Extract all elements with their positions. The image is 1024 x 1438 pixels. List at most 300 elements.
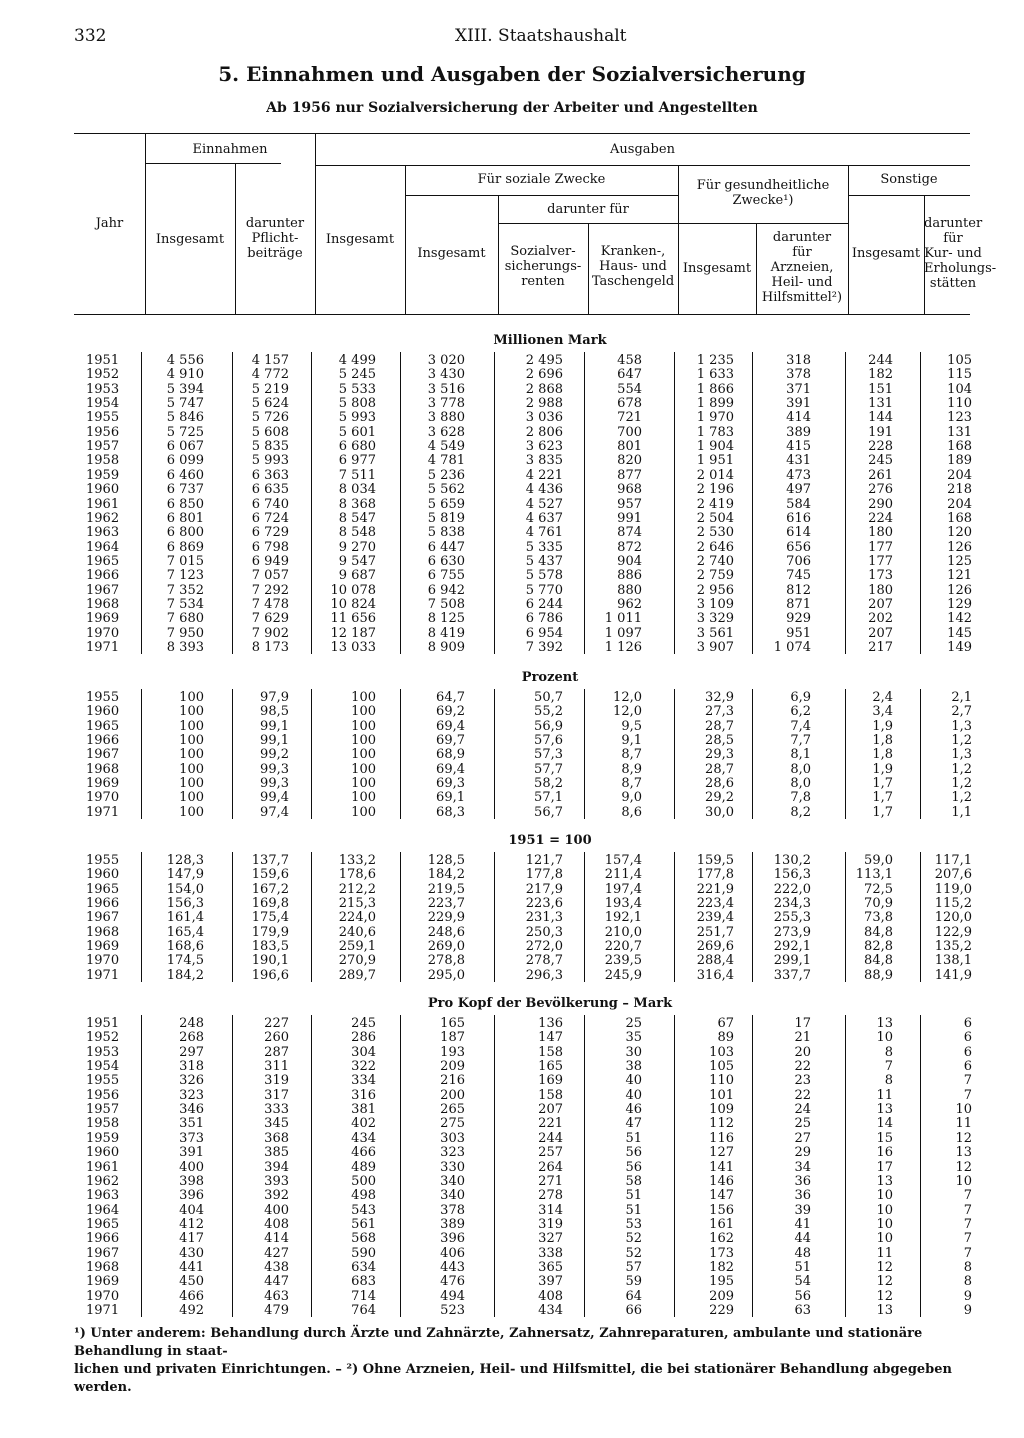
year-cell: 1956 [86, 1087, 120, 1103]
value-cell: 136 [538, 1016, 563, 1031]
value-cell: 46 [625, 1102, 642, 1118]
value-cell: 8,1 [790, 747, 811, 763]
value-cell: 10 [876, 1231, 893, 1247]
value-cell: 2 495 [525, 353, 563, 368]
value-cell: 1,7 [872, 776, 893, 792]
value-cell: 100 [179, 747, 204, 763]
value-cell: 378 [440, 1202, 465, 1218]
year-cell: 1963 [86, 1188, 120, 1204]
value-cell: 1,7 [872, 790, 893, 806]
value-cell: 126 [947, 539, 972, 555]
value-cell: 44 [794, 1231, 811, 1247]
value-cell: 9 687 [338, 568, 376, 584]
value-cell: 257 [538, 1145, 563, 1161]
value-cell: 270,9 [338, 953, 376, 969]
value-cell: 138,1 [934, 953, 972, 969]
value-cell: 7 123 [166, 568, 204, 584]
value-cell: 8,6 [621, 804, 642, 820]
value-cell: 173 [868, 568, 893, 584]
value-cell: 616 [786, 510, 811, 526]
value-cell: 7,8 [790, 790, 811, 806]
value-cell: 122,9 [934, 924, 972, 940]
value-cell: 67 [717, 1016, 734, 1031]
value-cell: 1 970 [696, 410, 734, 426]
header-group-rule [848, 195, 970, 196]
value-cell: 223,7 [427, 896, 465, 912]
table-row [0, 1046, 1024, 1060]
value-cell: 1,7 [872, 804, 893, 820]
value-cell: 4 549 [427, 439, 465, 455]
value-cell: 721 [617, 410, 642, 426]
value-cell: 11 [876, 1087, 893, 1103]
value-cell: 346 [179, 1102, 204, 1118]
header-fuer-gesundheitliche-line2: Zwecke¹) [732, 193, 794, 208]
table-row [0, 911, 1024, 925]
value-cell: 497 [786, 482, 811, 498]
year-cell: 1967 [86, 747, 120, 763]
value-cell: 647 [617, 367, 642, 383]
value-cell: 5 819 [427, 510, 465, 526]
year-cell: 1959 [86, 467, 120, 483]
value-cell: 8 [963, 1274, 972, 1290]
value-cell: 2 740 [696, 553, 734, 569]
value-cell: 5 608 [251, 424, 289, 440]
value-cell: 443 [440, 1259, 465, 1275]
value-cell: 543 [351, 1202, 376, 1218]
value-cell: 5 578 [525, 568, 563, 584]
value-cell: 16 [876, 1145, 893, 1161]
value-cell: 112 [709, 1116, 734, 1132]
value-cell: 656 [786, 539, 811, 555]
value-cell: 466 [179, 1288, 204, 1304]
value-cell: 10 078 [330, 582, 376, 598]
value-cell: 23 [794, 1073, 811, 1089]
value-cell: 29,3 [705, 747, 734, 763]
value-cell: 8 [884, 1044, 893, 1060]
value-cell: 68,3 [436, 804, 465, 820]
value-cell: 165 [538, 1059, 563, 1075]
value-cell: 1 074 [773, 640, 811, 655]
value-cell: 7 [963, 1216, 972, 1232]
value-cell: 6 755 [427, 568, 465, 584]
value-cell: 144 [868, 410, 893, 426]
value-cell: 1,2 [951, 733, 972, 749]
value-cell: 17 [794, 1016, 811, 1031]
header-darunter-fuer: darunter für [547, 202, 629, 217]
value-cell: 56 [625, 1145, 642, 1161]
value-cell: 554 [617, 381, 642, 397]
table-row [0, 748, 1024, 762]
value-cell: 1 097 [604, 625, 642, 641]
header-col8-l5: Hilfsmittel²) [761, 290, 843, 305]
value-cell: 5 808 [338, 396, 376, 412]
value-cell: 100 [351, 718, 376, 734]
table-row [0, 1304, 1024, 1318]
value-cell: 430 [179, 1245, 204, 1261]
value-cell: 271 [538, 1173, 563, 1189]
value-cell: 3 036 [525, 410, 563, 426]
value-cell: 98,5 [260, 704, 289, 720]
table-row [0, 584, 1024, 598]
value-cell: 215,3 [338, 896, 376, 912]
value-cell: 4 781 [427, 453, 465, 469]
value-cell: 3 907 [696, 640, 734, 655]
header-col5 [498, 244, 588, 289]
value-cell: 59,0 [864, 853, 893, 868]
value-cell: 168,6 [166, 939, 204, 955]
value-cell: 36 [794, 1188, 811, 1204]
value-cell: 286 [351, 1030, 376, 1046]
value-cell: 100 [179, 733, 204, 749]
value-cell: 398 [179, 1173, 204, 1189]
value-cell: 220,7 [604, 939, 642, 955]
value-cell: 8 125 [427, 611, 465, 627]
value-cell: 126 [947, 582, 972, 598]
value-cell: 197,4 [604, 881, 642, 897]
table-row [0, 512, 1024, 526]
value-cell: 431 [786, 453, 811, 469]
value-cell: 117,1 [934, 853, 972, 868]
value-cell: 264 [538, 1159, 563, 1175]
value-cell: 13 [876, 1102, 893, 1118]
value-cell: 7 [963, 1231, 972, 1247]
value-cell: 245,9 [604, 967, 642, 983]
value-cell: 207,6 [934, 867, 972, 883]
value-cell: 2 419 [696, 496, 734, 512]
value-cell: 245 [351, 1016, 376, 1031]
value-cell: 175,4 [251, 910, 289, 926]
header-divider [405, 165, 406, 314]
header-col4: Insgesamt [417, 246, 486, 261]
value-cell: 56 [625, 1159, 642, 1175]
value-cell: 100 [351, 704, 376, 720]
value-cell: 278 [538, 1188, 563, 1204]
table-row [0, 691, 1024, 705]
header-ausgaben: Ausgaben [610, 142, 675, 157]
value-cell: 7 680 [166, 611, 204, 627]
value-cell: 962 [617, 596, 642, 612]
value-cell: 303 [440, 1130, 465, 1146]
year-cell: 1969 [86, 611, 120, 627]
table-row [0, 954, 1024, 968]
value-cell: 240,6 [338, 924, 376, 940]
header-col5-l1: Sozialver- [510, 244, 576, 259]
value-cell: 3 623 [525, 439, 563, 455]
section-title: Pro Kopf der Bevölkerung – Mark [427, 996, 673, 1011]
value-cell: 1,2 [951, 761, 972, 777]
value-cell: 1 011 [604, 611, 642, 627]
table-row [0, 1060, 1024, 1074]
value-cell: 104 [947, 381, 972, 397]
header-divider [315, 133, 316, 314]
value-cell: 7 508 [427, 596, 465, 612]
value-cell: 4 910 [166, 367, 204, 383]
value-cell: 2,7 [951, 704, 972, 720]
header-group-rule [145, 163, 281, 164]
value-cell: 239,4 [696, 910, 734, 926]
value-cell: 5 993 [251, 453, 289, 469]
value-cell: 6 [963, 1059, 972, 1075]
value-cell: 100 [351, 804, 376, 820]
value-cell: 463 [264, 1288, 289, 1304]
value-cell: 97,4 [260, 804, 289, 820]
value-cell: 128,5 [427, 853, 465, 868]
value-cell: 11 [955, 1116, 972, 1132]
value-cell: 58 [625, 1173, 642, 1189]
value-cell: 338 [538, 1245, 563, 1261]
value-cell: 874 [617, 525, 642, 541]
value-cell: 1 866 [696, 381, 734, 397]
value-cell: 6 869 [166, 539, 204, 555]
table-row [0, 1175, 1024, 1189]
year-cell: 1967 [86, 910, 120, 926]
value-cell: 319 [264, 1073, 289, 1089]
value-cell: 7 292 [251, 582, 289, 598]
value-cell: 245 [868, 453, 893, 469]
value-cell: 5 835 [251, 439, 289, 455]
header-bottom-rule [74, 314, 970, 315]
year-cell: 1967 [86, 1245, 120, 1261]
value-cell: 5 624 [251, 396, 289, 412]
value-cell: 100 [351, 690, 376, 705]
value-cell: 88,9 [864, 967, 893, 983]
value-cell: 234,3 [773, 896, 811, 912]
value-cell: 131 [947, 424, 972, 440]
value-cell: 5 437 [525, 553, 563, 569]
value-cell: 105 [709, 1059, 734, 1075]
header-col5-l3: renten [521, 274, 565, 289]
value-cell: 223,6 [525, 896, 563, 912]
value-cell: 368 [264, 1130, 289, 1146]
value-cell: 389 [440, 1216, 465, 1232]
value-cell: 13 [955, 1145, 972, 1161]
year-cell: 1961 [86, 1159, 120, 1175]
value-cell: 8 547 [338, 510, 376, 526]
value-cell: 147,9 [166, 867, 204, 883]
value-cell: 7 057 [251, 568, 289, 584]
value-cell: 48 [794, 1245, 811, 1261]
header-col8-l2: für [792, 245, 812, 260]
value-cell: 7 [963, 1073, 972, 1089]
value-cell: 2 196 [696, 482, 734, 498]
year-cell: 1965 [86, 553, 120, 569]
header-col7: Insgesamt [682, 261, 752, 276]
running-head: XIII. Staatshaushalt [455, 26, 627, 46]
table-row [0, 926, 1024, 940]
value-cell: 130,2 [773, 853, 811, 868]
value-cell: 7 [884, 1059, 893, 1075]
value-cell: 209 [709, 1288, 734, 1304]
value-cell: 7 [963, 1188, 972, 1204]
value-cell: 121,7 [525, 853, 563, 868]
value-cell: 8,0 [790, 761, 811, 777]
value-cell: 1,3 [951, 747, 972, 763]
table-row [0, 541, 1024, 555]
value-cell: 6 949 [251, 553, 289, 569]
value-cell: 211,4 [604, 867, 642, 883]
value-cell: 159,6 [251, 867, 289, 883]
value-cell: 100 [179, 790, 204, 806]
value-cell: 584 [786, 496, 811, 512]
header-col3: Insgesamt [325, 232, 395, 247]
value-cell: 10 [955, 1102, 972, 1118]
value-cell: 184,2 [166, 967, 204, 983]
table-row [0, 1146, 1024, 1160]
table-row [0, 1218, 1024, 1232]
value-cell: 69,7 [436, 733, 465, 749]
value-cell: 165 [440, 1016, 465, 1031]
value-cell: 51 [794, 1259, 811, 1275]
value-cell: 400 [264, 1202, 289, 1218]
value-cell: 288,4 [696, 953, 734, 969]
value-cell: 3 109 [696, 596, 734, 612]
year-cell: 1958 [86, 453, 120, 469]
value-cell: 7 [963, 1202, 972, 1218]
value-cell: 3 628 [427, 424, 465, 440]
section-title: 1951 = 100 [508, 833, 592, 848]
value-cell: 4 637 [525, 510, 563, 526]
value-cell: 11 [876, 1245, 893, 1261]
value-cell: 289,7 [338, 967, 376, 983]
value-cell: 195 [709, 1274, 734, 1290]
value-cell: 6 635 [251, 482, 289, 498]
value-cell: 6 099 [166, 453, 204, 469]
year-cell: 1968 [86, 924, 120, 940]
header-col6-l2: Haus- und [599, 259, 667, 274]
value-cell: 184,2 [427, 867, 465, 883]
value-cell: 523 [440, 1303, 465, 1318]
value-cell: 121 [947, 568, 972, 584]
year-cell: 1960 [86, 704, 120, 720]
value-cell: 5 838 [427, 525, 465, 541]
year-cell: 1957 [86, 1102, 120, 1118]
value-cell: 224,0 [338, 910, 376, 926]
header-col2-l1: darunter [245, 216, 305, 231]
value-cell: 58,2 [534, 776, 563, 792]
header-col10-l2: für [943, 231, 963, 246]
value-cell: 8 419 [427, 625, 465, 641]
value-cell: 3 516 [427, 381, 465, 397]
value-cell: 7 511 [338, 467, 376, 483]
year-cell: 1953 [86, 381, 120, 397]
value-cell: 131 [868, 396, 893, 412]
value-cell: 69,1 [436, 790, 465, 806]
value-cell: 13 [876, 1303, 893, 1318]
header-col10-l3: Kur- und [924, 246, 982, 261]
value-cell: 316,4 [696, 967, 734, 983]
value-cell: 7 015 [166, 553, 204, 569]
value-cell: 378 [786, 367, 811, 383]
value-cell: 8 [884, 1073, 893, 1089]
table-row [0, 483, 1024, 497]
table-row [0, 1290, 1024, 1304]
value-cell: 268 [179, 1030, 204, 1046]
value-cell: 1,2 [951, 790, 972, 806]
table-row [0, 526, 1024, 540]
value-cell: 365 [538, 1259, 563, 1275]
value-cell: 30 [625, 1044, 642, 1060]
value-cell: 99,2 [260, 747, 289, 763]
table-row [0, 763, 1024, 777]
value-cell: 147 [709, 1188, 734, 1204]
value-cell: 218 [947, 482, 972, 498]
value-cell: 212,2 [338, 881, 376, 897]
value-cell: 6,9 [790, 690, 811, 705]
value-cell: 177 [868, 539, 893, 555]
value-cell: 50,7 [534, 690, 563, 705]
value-cell: 217 [868, 640, 893, 655]
value-cell: 345 [264, 1116, 289, 1132]
year-cell: 1959 [86, 1130, 120, 1146]
value-cell: 229 [709, 1303, 734, 1318]
value-cell: 29,2 [705, 790, 734, 806]
value-cell: 5 245 [338, 367, 376, 383]
value-cell: 2 014 [696, 467, 734, 483]
value-cell: 5 846 [166, 410, 204, 426]
value-cell: 204 [947, 496, 972, 512]
value-cell: 17 [876, 1159, 893, 1175]
value-cell: 27 [794, 1130, 811, 1146]
value-cell: 1,9 [872, 761, 893, 777]
value-cell: 337,7 [773, 967, 811, 983]
value-cell: 193 [440, 1044, 465, 1060]
value-cell: 21 [794, 1030, 811, 1046]
value-cell: 7 352 [166, 582, 204, 598]
value-cell: 275 [440, 1116, 465, 1132]
value-cell: 52 [625, 1245, 642, 1261]
value-cell: 3 020 [427, 353, 465, 368]
value-cell: 2,4 [872, 690, 893, 705]
header-col2-l3: beiträge [247, 246, 303, 261]
value-cell: 12 [876, 1274, 893, 1290]
year-cell: 1970 [86, 1288, 120, 1304]
value-cell: 99,1 [260, 733, 289, 749]
value-cell: 34 [794, 1159, 811, 1175]
value-cell: 1 235 [696, 353, 734, 368]
table-row [0, 897, 1024, 911]
value-cell: 47 [625, 1116, 642, 1132]
value-cell: 221 [538, 1116, 563, 1132]
year-cell: 1966 [86, 1231, 120, 1247]
year-cell: 1968 [86, 596, 120, 612]
value-cell: 5 993 [338, 410, 376, 426]
header-col6 [588, 244, 678, 289]
value-cell: 385 [264, 1145, 289, 1161]
value-cell: 5 236 [427, 467, 465, 483]
value-cell: 168 [947, 510, 972, 526]
value-cell: 189 [947, 453, 972, 469]
value-cell: 8,2 [790, 804, 811, 820]
value-cell: 56 [794, 1288, 811, 1304]
value-cell: 207 [868, 596, 893, 612]
value-cell: 414 [264, 1231, 289, 1247]
header-einnahmen: Einnahmen [192, 142, 268, 157]
table-row [0, 1261, 1024, 1275]
value-cell: 4 556 [166, 353, 204, 368]
value-cell: 177 [868, 553, 893, 569]
value-cell: 110 [947, 396, 972, 412]
footnote-line1: ¹) Unter anderem: Behandlung durch Ärzte und Zahnärzte, Zahnersatz, Zahnreparaturen, ambulante und stationäre Behandlung in staat- [74, 1326, 923, 1359]
value-cell: 115 [947, 367, 972, 383]
value-cell: 204 [947, 467, 972, 483]
header-col2-l2: Pflicht- [251, 231, 299, 246]
table-row [0, 791, 1024, 805]
value-cell: 6 363 [251, 467, 289, 483]
value-cell: 1 904 [696, 439, 734, 455]
value-cell: 10 [876, 1202, 893, 1218]
value-cell: 51 [625, 1202, 642, 1218]
value-cell: 142 [947, 611, 972, 627]
